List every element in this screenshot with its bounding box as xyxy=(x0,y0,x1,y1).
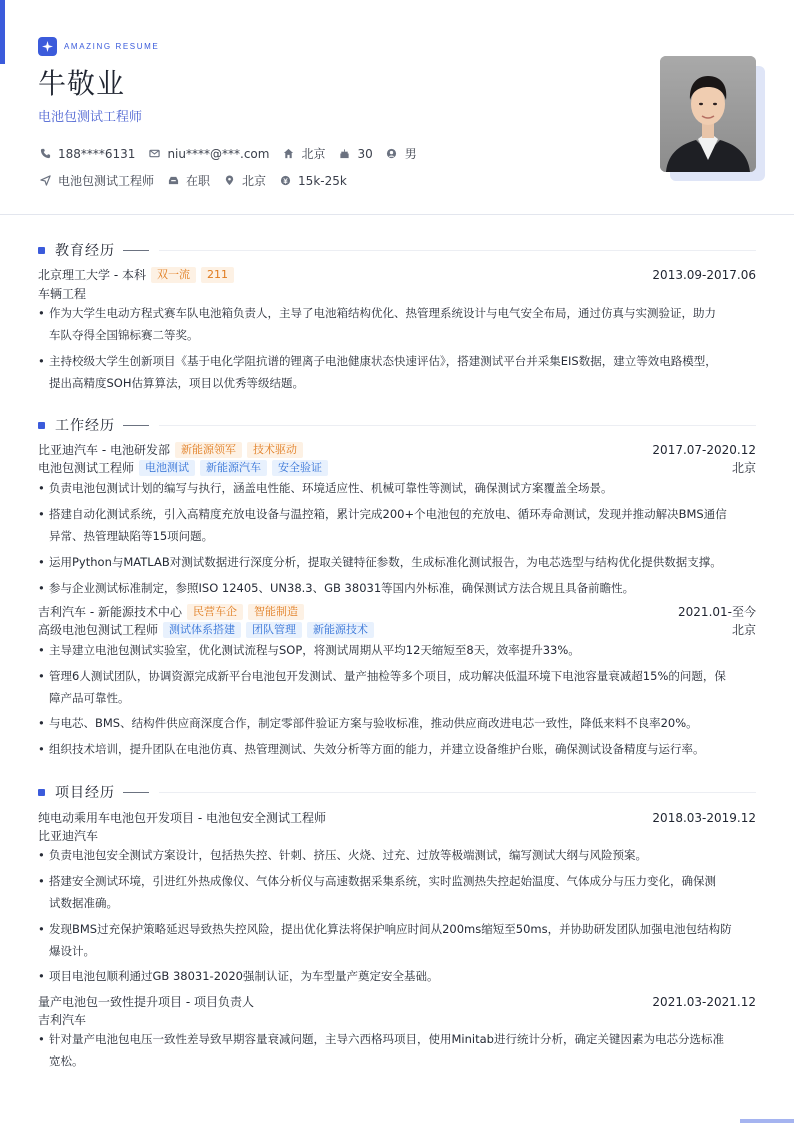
education-major-row xyxy=(38,285,756,302)
list-item: • 运用Python与MATLAB对测试数据进行深度分析，提取关键特征参数，生成标准化测试报告，为电芯选型与结构优化提供数据支撑。 xyxy=(38,551,756,573)
status-item xyxy=(166,172,210,189)
candidate-name: 牛敬业 xyxy=(38,67,126,100)
intent-row xyxy=(38,172,359,189)
education-date: 2013.09-2017.06 xyxy=(652,267,756,282)
list-item: • 搭建自动化测试系统，引入高精度充放电设备与温控箱，累计完成200+个电池包的充放电、循环寿命测试，发现并推动解决BMS通信 异常、热管理缺陷等15项问题。 xyxy=(38,503,756,547)
role-tag: 团队管理 xyxy=(246,622,302,638)
list-item: • 发现BMS过充保护策略延迟导致热失控风险，提出优化算法将保护响应时间从200ms缩短至50ms，并协助研发团队加强电池包结构防 爆设计。 xyxy=(38,918,756,962)
school-tag: 211 xyxy=(201,267,234,283)
role-title: 高级电池包测试工程师 xyxy=(38,623,159,637)
gender-text: 男 xyxy=(404,147,417,161)
list-item: • 管理6人测试团队，协调资源完成新平台电池包开发测试、量产抽检等多个项目，成功解决低温环境下电池容量衰减超15%的问题，保 障产品可靠性。 xyxy=(38,665,756,709)
work-date: 2017.07-2020.12 xyxy=(652,442,756,457)
list-item: • 参与企业测试标准制定，参照ISO 12405、UN38.3、GB 38031等国内外标准，确保测试方法合规且具备前瞻性。 xyxy=(38,577,756,599)
school-name: 北京理工大学 - 本科 xyxy=(38,268,146,282)
section-divider xyxy=(159,792,756,793)
list-item: • 作为大学生电动方程式赛车队电池箱负责人，主导了电池箱结构优化、热管理系统设计与电气安全布局，通过仿真与实测验证，助力 车队夺得全国锦标赛二等奖。 xyxy=(38,302,756,346)
location-text: 北京 xyxy=(301,147,326,161)
user-circle-icon xyxy=(385,147,399,161)
section-dash xyxy=(123,425,149,426)
target-role-text: 电池包测试工程师 xyxy=(58,174,155,188)
work-role-row xyxy=(38,459,756,476)
project-date: 2021.03-2021.12 xyxy=(652,994,756,1009)
project-org: 比亚迪汽车 xyxy=(38,829,99,843)
role-tag: 测试体系搭建 xyxy=(163,622,241,638)
project-org: 吉利汽车 xyxy=(38,1013,87,1027)
location-item xyxy=(281,145,325,162)
phone-icon xyxy=(38,147,52,161)
mail-icon xyxy=(147,147,161,161)
school-tag: 双一流 xyxy=(151,267,196,283)
section-heading: 工作经历 xyxy=(55,418,115,434)
profile-photo-frame xyxy=(660,56,765,181)
work-header xyxy=(38,603,756,620)
project-header xyxy=(38,993,756,1010)
list-item: • 与电芯、BMS、结构件供应商深度合作，制定零部件验证方案与验收标准，推动供应商改进电芯一致性，降低来料不良率20%。 xyxy=(38,712,756,734)
company-tag: 智能制造 xyxy=(248,604,304,620)
salary-text: 15k-25k xyxy=(298,173,347,188)
company-tag: 新能源领军 xyxy=(175,442,242,458)
contact-row xyxy=(38,145,429,162)
section-dash xyxy=(123,792,149,793)
footer-accent xyxy=(740,1119,794,1123)
project-title: 纯电动乘用车电池包开发项目 - 电池包安全测试工程师 xyxy=(38,811,326,825)
section-dash xyxy=(123,250,149,251)
project-org-row xyxy=(38,827,756,844)
section-work-title xyxy=(38,415,756,435)
gender-item xyxy=(385,145,417,162)
list-item: • 负责电池包安全测试方案设计，包括热失控、针刺、挤压、火烧、过充、过放等极端测试，编写测试大纲与风险预案。 xyxy=(38,844,756,866)
project-org-row xyxy=(38,1011,756,1028)
role-tag: 安全验证 xyxy=(272,460,328,476)
role-tag: 新能源技术 xyxy=(307,622,374,638)
major: 车辆工程 xyxy=(38,287,87,301)
work-date: 2021.01-至今 xyxy=(678,605,756,619)
phone-text: 188****6131 xyxy=(58,146,136,161)
sparkle-icon xyxy=(38,37,57,56)
work-role-row xyxy=(38,621,756,638)
list-item: • 针对量产电池包电压一致性差导致早期容量衰减问题，主导六西格玛项目，使用Minitab进行统计分析，确定关键因素为电芯分选标准 宽松。 xyxy=(38,1028,756,1072)
role-tag: 新能源汽车 xyxy=(200,460,267,476)
brand xyxy=(38,37,159,56)
role-title: 电池包测试工程师 xyxy=(38,461,135,475)
project-header xyxy=(38,809,756,826)
section-marker xyxy=(38,247,45,254)
role-tag: 电池测试 xyxy=(139,460,195,476)
work-city: 北京 xyxy=(731,461,756,475)
list-item: • 项目电池包顺利通过GB 38031-2020强制认证，为车型量产奠定安全基础。 xyxy=(38,965,756,987)
resume-header xyxy=(0,0,794,215)
section-divider xyxy=(159,250,756,251)
list-item: • 主导建立电池包测试实验室，优化测试流程与SOP，将测试周期从平均12天缩短至8天，效率提升33%。 xyxy=(38,639,756,661)
cake-icon xyxy=(337,147,351,161)
section-marker xyxy=(38,422,45,429)
project-date: 2018.03-2019.12 xyxy=(652,810,756,825)
inbox-icon xyxy=(166,174,180,188)
email-item xyxy=(147,147,269,161)
age-item xyxy=(337,147,372,161)
send-icon xyxy=(38,174,52,188)
section-heading: 教育经历 xyxy=(55,243,115,259)
list-item: • 负责电池包测试计划的编写与执行，涵盖电性能、环境适应性、机械可靠性等测试，确保测试方案覆盖全场景。 xyxy=(38,477,756,499)
profile-photo xyxy=(660,56,756,172)
brand-text: AMAZING RESUME xyxy=(64,42,160,51)
company-tag: 技术驱动 xyxy=(247,442,303,458)
company-tag: 民营车企 xyxy=(187,604,243,620)
company-name: 比亚迪汽车 - 电池研发部 xyxy=(38,443,170,457)
map-pin-icon xyxy=(222,174,236,188)
section-heading: 项目经历 xyxy=(55,785,115,801)
list-item: • 组织技术培训，提升团队在电池仿真、热管理测试、失效分析等方面的能力，并建立设备维护台账，确保测试设备精度与运行率。 xyxy=(38,738,756,760)
section-education-title xyxy=(38,240,756,260)
company-name: 吉利汽车 - 新能源技术中心 xyxy=(38,605,182,619)
section-divider xyxy=(159,425,756,426)
target-city-text: 北京 xyxy=(242,174,267,188)
salary-item xyxy=(278,174,347,188)
target-city-item xyxy=(222,172,266,189)
target-role-item xyxy=(38,172,154,189)
phone-item xyxy=(38,147,135,161)
age-text: 30 xyxy=(357,146,373,161)
home-icon xyxy=(281,147,295,161)
money-icon xyxy=(278,174,292,188)
status-text: 在职 xyxy=(186,174,211,188)
candidate-headline: 电池包测试工程师 xyxy=(38,110,143,125)
work-city: 北京 xyxy=(731,623,756,637)
section-projects-title xyxy=(38,782,756,802)
email-text: niu****@***.com xyxy=(167,146,270,161)
list-item: • 搭建安全测试环境，引进红外热成像仪、气体分析仪与高速数据采集系统，实时监测热失控起始温度、气体成分与压力变化，确保测 试数据准确。 xyxy=(38,870,756,914)
work-header xyxy=(38,441,756,458)
education-header xyxy=(38,266,756,283)
section-marker xyxy=(38,789,45,796)
list-item: • 主持校级大学生创新项目《基于电化学阻抗谱的锂离子电池健康状态快速评估》，搭建测试平台并采集EIS数据，建立等效电路模型， 提出高精度SOH估算算法，项目以优秀等级结题。 xyxy=(38,350,756,394)
project-title: 量产电池包一致性提升项目 - 项目负责人 xyxy=(38,995,254,1009)
